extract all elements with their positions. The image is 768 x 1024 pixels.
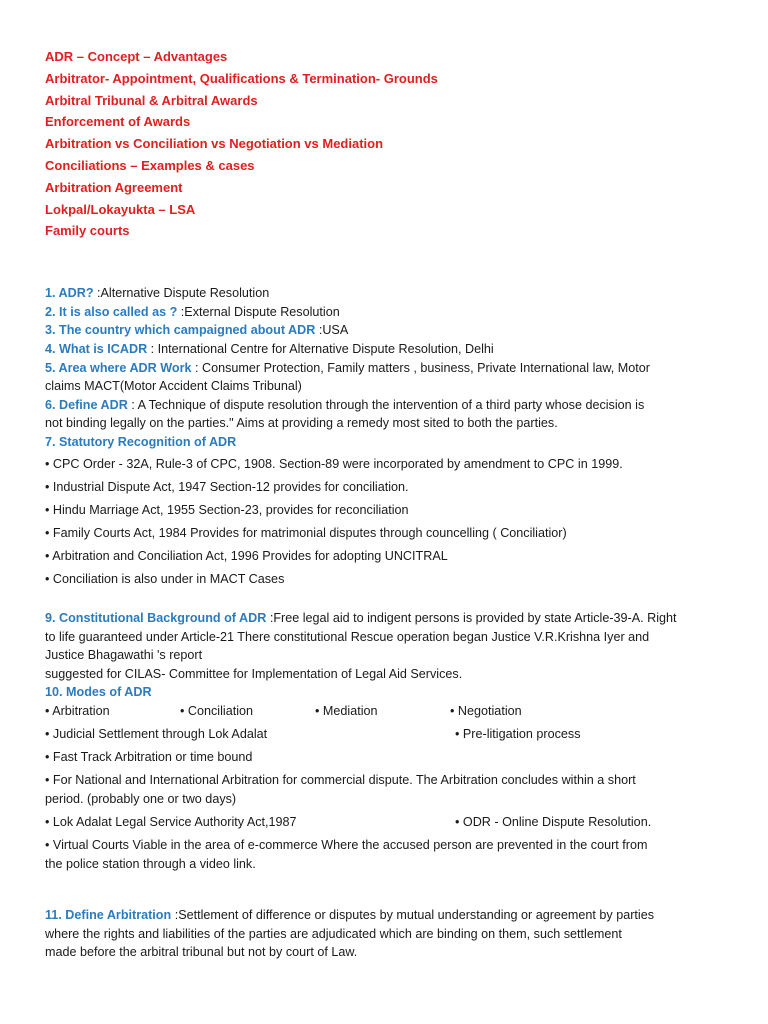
answer-text: Justice Bhagawathi 's report <box>45 648 203 663</box>
list-item: • Arbitration <box>45 704 110 719</box>
mode-row <box>45 725 728 744</box>
list-item: • Fast Track Arbitration or time bound <box>45 750 253 765</box>
question-label: 7. Statutory Recognition of ADR <box>45 434 237 449</box>
answer-text: : Consumer Protection, Family matters , business, Private International law, Motor <box>191 360 650 375</box>
question-label: 6. Define ADR <box>45 397 128 412</box>
list-item: • Conciliation is also under in MACT Cases <box>45 571 285 586</box>
topic-item: Arbitration Agreement <box>45 179 183 195</box>
qa-section <box>45 284 728 962</box>
topic-item: Enforcement of Awards <box>45 114 191 130</box>
topic-item: Family courts <box>45 223 130 239</box>
answer-text: claims MACT(Motor Accident Claims Tribunal) <box>45 379 302 394</box>
qa-item-10 <box>45 683 728 873</box>
answer-text: made before the arbitral tribunal but not by court of Law. <box>45 945 358 960</box>
list-item-text: • For National and International Arbitration for commercial dispute. The Arbitration concludes within a short <box>45 773 636 788</box>
list-item-text: the police station through a video link. <box>45 856 256 871</box>
list-item: • Mediation <box>315 704 378 719</box>
qa-item-11 <box>45 906 728 962</box>
list-item: • Judicial Settlement through Lok Adalat <box>45 727 268 742</box>
question-label: 9. Constitutional Background of ADR <box>45 611 267 626</box>
qa-item-4 <box>45 340 728 359</box>
list-item: • Pre-litigation process <box>455 727 581 742</box>
list-item: • Hindu Marriage Act, 1955 Section-23, provides for reconciliation <box>45 502 409 517</box>
question-label: 4. What is ICADR <box>45 341 148 356</box>
mode-row <box>45 702 728 721</box>
qa-item-6 <box>45 396 728 433</box>
answer-text: :Settlement of difference or disputes by mutual understanding or agreement by parties <box>171 908 655 923</box>
qa-item-5 <box>45 359 728 396</box>
answer-text: :External Dispute Resolution <box>177 304 340 319</box>
list-item-text: • Virtual Courts Viable in the area of e-commerce Where the accused person are prevented in the court from <box>45 838 648 853</box>
topic-item: Arbitrator- Appointment, Qualifications & Termination- Grounds <box>45 70 438 86</box>
answer-text: :Alternative Dispute Resolution <box>93 286 270 301</box>
answer-text: : A Technique of dispute resolution through the intervention of a third party whose decision is <box>127 397 645 412</box>
question-label: 1. ADR? <box>45 286 94 301</box>
list-item: • Industrial Dispute Act, 1947 Section-12 provides for conciliation. <box>45 479 409 494</box>
topic-item: Arbitral Tribunal & Arbitral Awards <box>45 92 258 108</box>
question-label: 2. It is also called as ? <box>45 304 178 319</box>
list-item-text: period. (probably one or two days) <box>45 791 237 806</box>
answer-text: :USA <box>315 323 349 338</box>
question-label: 3. The country which campaigned about ADR <box>45 323 316 338</box>
topic-list <box>45 46 728 242</box>
list-item: • Lok Adalat Legal Service Authority Act,1987 <box>45 815 297 830</box>
answer-text: : International Centre for Alternative Dispute Resolution, Delhi <box>147 341 494 356</box>
topic-item: Lokpal/Lokayukta – LSA <box>45 201 196 217</box>
topic-item: Conciliations – Examples & cases <box>45 157 255 173</box>
answer-text: :Free legal aid to indigent persons is provided by state Article-39-A. Right <box>266 611 677 626</box>
list-item: • CPC Order - 32A, Rule-3 of CPC, 1908. Section-89 were incorporated by amendment to CPC in 1999. <box>45 456 623 471</box>
list-item: • Family Courts Act, 1984 Provides for matrimonial disputes through councelling ( Conciliatior) <box>45 525 567 540</box>
topic-item: Arbitration vs Conciliation vs Negotiation vs Mediation <box>45 136 384 152</box>
answer-text: where the rights and liabilities of the parties are adjudicated which are binding on them, such settlement <box>45 926 622 941</box>
question-label: 11. Define Arbitration <box>45 908 172 923</box>
qa-item-1 <box>45 284 728 303</box>
qa-item-9 <box>45 609 728 683</box>
list-item <box>45 771 728 808</box>
topic-item: ADR – Concept – Advantages <box>45 49 228 64</box>
list-item: • Arbitration and Conciliation Act, 1996 Provides for adopting UNCITRAL <box>45 548 448 563</box>
qa-item-2 <box>45 303 728 322</box>
list-item: • Negotiation <box>450 704 522 719</box>
mode-row <box>45 813 728 832</box>
question-label: 10. Modes of ADR <box>45 685 152 700</box>
list-item: • ODR - Online Dispute Resolution. <box>455 815 652 830</box>
answer-text: not binding legally on the parties." Aims at providing a remedy most sited to both the parties. <box>45 416 558 431</box>
answer-text: suggested for CILAS- Committee for Implementation of Legal Aid Services. <box>45 666 463 681</box>
qa-item-3 <box>45 321 728 340</box>
question-label: 5. Area where ADR Work <box>45 360 192 375</box>
list-item <box>45 836 728 873</box>
qa-item-7 <box>45 433 728 589</box>
list-item: • Conciliation <box>180 704 254 719</box>
answer-text: to life guaranteed under Article-21 There constitutional Rescue operation began Justice V.R.Krishna Iyer and <box>45 629 650 644</box>
